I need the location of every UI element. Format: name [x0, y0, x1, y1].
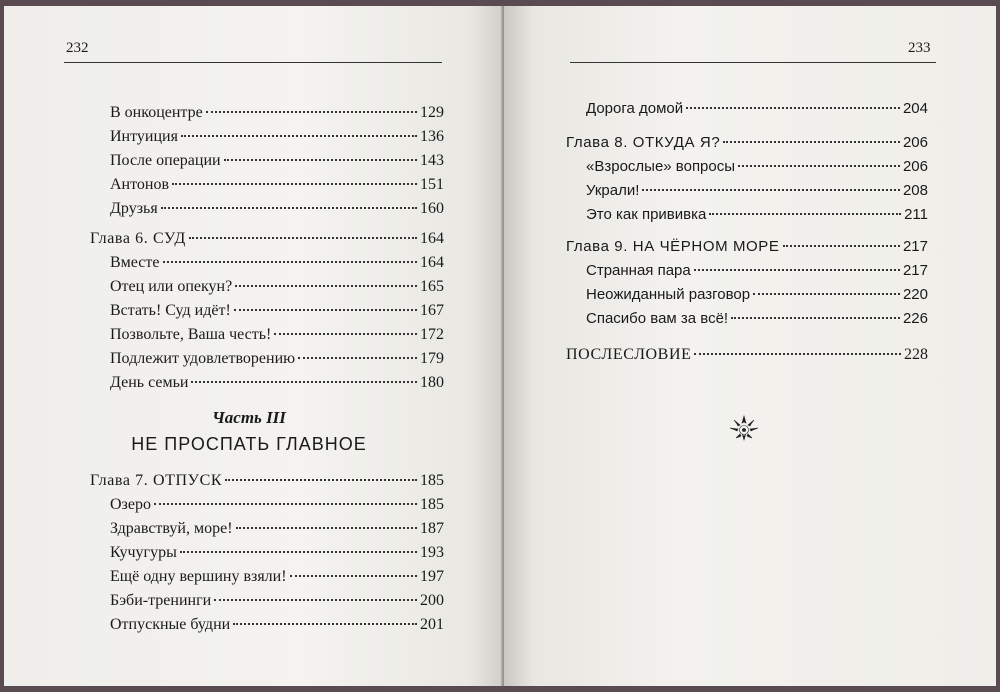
toc-entry: День семьи 180 [110, 374, 444, 391]
toc-afterword: ПОСЛЕСЛОВИЕ 228 [566, 346, 928, 363]
toc-entry: Неожиданный разговор 220 [586, 286, 928, 303]
toc-entry: Это как прививка 211 [586, 206, 928, 223]
toc-entry: Антонов 151 [110, 176, 444, 193]
toc-entry: Позвольте, Ваша честь! 172 [110, 326, 444, 343]
toc-entry: Дорога домой 204 [586, 100, 928, 117]
part-label: Часть III [212, 408, 286, 427]
toc-entry: Ещё одну вершину взяли! 197 [110, 568, 444, 585]
toc-entry: Встать! Суд идёт! 167 [110, 302, 444, 319]
floral-ornament-icon [726, 410, 762, 446]
toc-entry: Бэби-тренинги 200 [110, 592, 444, 609]
toc-entry: После операции 143 [110, 152, 444, 169]
toc-entry: Спасибо вам за всё! 226 [586, 310, 928, 327]
part-title: НЕ ПРОСПАТЬ ГЛАВНОЕ [131, 434, 367, 454]
toc-entry: «Взрослые» вопросы 206 [586, 158, 928, 175]
toc-entry: Кучугуры 193 [110, 544, 444, 561]
left-page-number: 232 [66, 40, 89, 56]
toc-entry: Отпускные будни 201 [110, 616, 444, 633]
toc-chapter-8: Глава 8. ОТКУДА Я? 206 [566, 134, 928, 151]
toc-entry: Украли! 208 [586, 182, 928, 199]
toc-entry: Озеро 185 [110, 496, 444, 513]
toc-entry: Странная пара 217 [586, 262, 928, 279]
right-page-number: 233 [908, 40, 931, 56]
right-header-rule [570, 62, 936, 63]
toc-chapter-6: Глава 6. СУД 164 [90, 230, 444, 247]
toc-entry: Интуиция 136 [110, 128, 444, 145]
toc-entry: Вместе 164 [110, 254, 444, 271]
right-page [504, 6, 996, 686]
toc-chapter-7: Глава 7. ОТПУСК 185 [90, 472, 444, 489]
toc-entry: Отец или опекун? 165 [110, 278, 444, 295]
left-page [4, 6, 504, 686]
toc-entry: Здравствуй, море! 187 [110, 520, 444, 537]
toc-entry: Друзья 160 [110, 200, 444, 217]
open-book [4, 6, 996, 686]
toc-entry: В онкоцентре 129 [110, 104, 444, 121]
left-header-rule [64, 62, 442, 63]
toc-entry: Подлежит удовлетворению 179 [110, 350, 444, 367]
toc-chapter-9: Глава 9. НА ЧЁРНОМ МОРЕ 217 [566, 238, 928, 255]
